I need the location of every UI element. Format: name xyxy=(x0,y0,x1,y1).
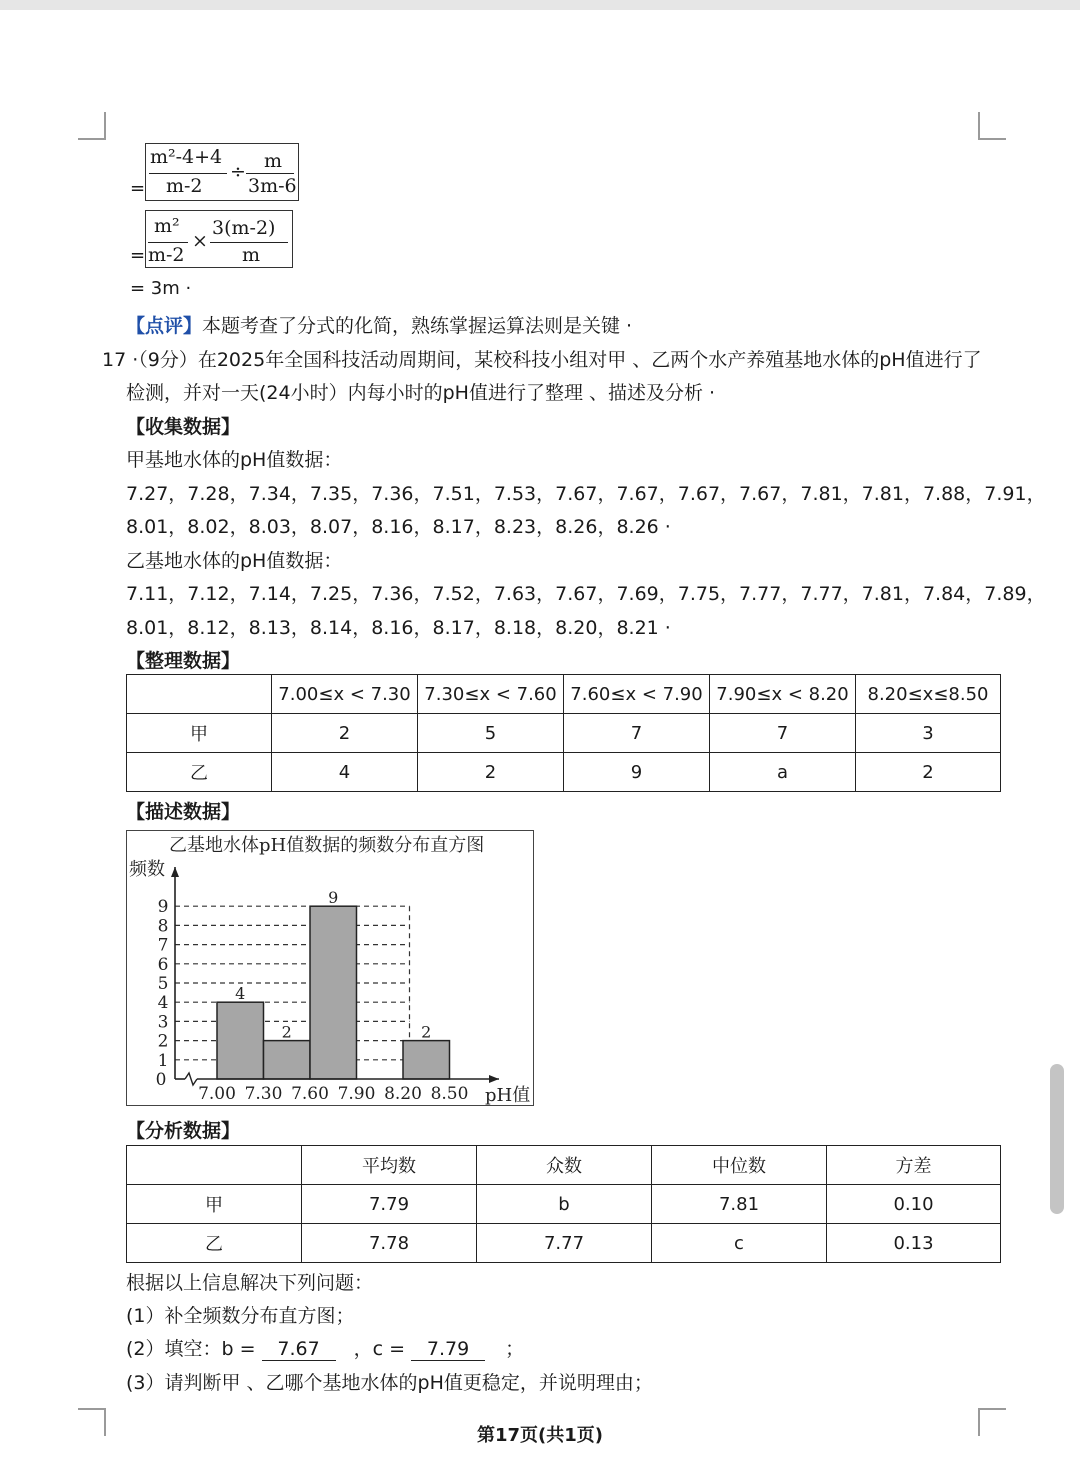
fraction-denominator: m-2 xyxy=(148,244,185,266)
chart-y-axis-label: 频数 xyxy=(129,859,165,880)
yi-data-label: 乙基地水体的pH值数据： xyxy=(126,550,343,572)
fraction-bar xyxy=(148,242,188,243)
crop-mark-top-right xyxy=(978,112,1006,140)
table-cell: c xyxy=(652,1224,827,1263)
jia-data-line-2: 8.01，8.02，8.03，8.07，8.16，8.17，8.23，8.26，8.26 · xyxy=(126,516,671,538)
section-collect-title: 【收集数据】 xyxy=(126,416,241,438)
table-cell: 7.30≤x < 7.60 xyxy=(418,675,564,714)
fraction-box-step2 xyxy=(145,210,293,268)
table-cell: 7 xyxy=(710,714,856,753)
table-cell xyxy=(127,1146,302,1185)
table-cell: 5 xyxy=(418,714,564,753)
histogram-svg xyxy=(127,831,533,1105)
bar-value-label: 2 xyxy=(281,1022,292,1042)
table-row xyxy=(127,1224,1001,1263)
fraction-numerator: m² xyxy=(154,215,180,237)
table-row xyxy=(127,1185,1001,1224)
analysis-table xyxy=(126,1145,1001,1263)
crop-mark-top-left xyxy=(78,112,106,140)
table-cell: 乙 xyxy=(127,753,272,792)
histogram-chart xyxy=(126,830,534,1106)
jia-data-line-1: 7.27，7.28，7.34，7.35，7.36，7.51，7.53，7.67，7.67，7.67，7.67，7.81，7.81，7.88，7.91， xyxy=(126,483,1046,505)
y-tick-label: 8 xyxy=(157,916,169,937)
section-describe-title: 【描述数据】 xyxy=(126,801,241,823)
fraction-bar xyxy=(246,173,294,174)
problem-line-2: 检测，并对一天(24小时）内每小时的pH值进行了整理 、描述及分析 · xyxy=(126,382,716,404)
times-symbol: × xyxy=(192,230,208,252)
table-cell: 2 xyxy=(856,753,1001,792)
table-cell: 7.90≤x < 8.20 xyxy=(710,675,856,714)
answer-c: 7.79 xyxy=(411,1338,485,1361)
table-cell: 平均数 xyxy=(302,1146,477,1185)
scrollbar-thumb[interactable] xyxy=(1050,1064,1064,1214)
question-3: (3）请判断甲 、乙哪个基地水体的pH值更稳定，并说明理由； xyxy=(126,1372,653,1394)
fraction-denominator: m xyxy=(242,244,261,266)
section-organize-title: 【整理数据】 xyxy=(126,650,241,672)
question-2-end: ； xyxy=(505,1338,525,1360)
table-cell: 乙 xyxy=(127,1224,302,1263)
fraction-numerator: 3(m-2) xyxy=(212,217,276,239)
fraction-denominator: 3m-6 xyxy=(248,175,297,197)
yi-data-line-2: 8.01，8.12，8.13，8.14，8.16，8.17，8.18，8.20，8.21 · xyxy=(126,617,671,639)
result-line: = 3m · xyxy=(130,278,192,299)
table-cell: 7.00≤x < 7.30 xyxy=(272,675,418,714)
table-cell: 0.13 xyxy=(827,1224,1001,1263)
y-tick-label: 3 xyxy=(157,1012,169,1033)
table-cell: 7.60≤x < 7.90 xyxy=(564,675,710,714)
top-bar xyxy=(0,0,1080,10)
histogram-bar xyxy=(264,1041,311,1079)
fraction-numerator: m xyxy=(264,150,283,172)
table-cell: b xyxy=(477,1185,652,1224)
table-cell: 9 xyxy=(564,753,710,792)
x-tick-label: 7.60 xyxy=(291,1084,329,1104)
table-cell: 7.77 xyxy=(477,1224,652,1263)
comment-line xyxy=(126,311,632,338)
table-cell: 4 xyxy=(272,753,418,792)
comment-text: 本题考查了分式的化简，熟练掌握运算法则是关键 · xyxy=(202,315,633,337)
equals-sign: = xyxy=(130,178,146,199)
table-cell: 7.81 xyxy=(652,1185,827,1224)
question-2-prefix: (2）填空：b = xyxy=(126,1338,256,1360)
jia-data-label: 甲基地水体的pH值数据： xyxy=(126,449,343,471)
x-tick-label: 7.00 xyxy=(198,1084,236,1104)
table-cell: a xyxy=(710,753,856,792)
table-cell: 7.79 xyxy=(302,1185,477,1224)
equals-sign: = xyxy=(130,245,146,266)
question-2-mid: ，c = xyxy=(353,1338,406,1360)
table-cell: 2 xyxy=(272,714,418,753)
x-axis-arrow xyxy=(489,1075,499,1083)
fraction-numerator: m²-4+4 xyxy=(150,146,223,168)
x-tick-label: 7.30 xyxy=(244,1084,283,1104)
answer-b: 7.67 xyxy=(262,1338,336,1361)
chart-title: 乙基地水体pH值数据的频数分布直方图 xyxy=(169,835,485,856)
table-cell: 众数 xyxy=(477,1146,652,1185)
organize-table xyxy=(126,674,1001,792)
table-cell xyxy=(127,675,272,714)
table-cell: 0.10 xyxy=(827,1185,1001,1224)
fraction-bar xyxy=(210,242,288,243)
y-tick-label: 1 xyxy=(157,1050,169,1071)
problem-line-1: 17 ·（9分）在2025年全国科技活动周期间，某校科技小组对甲 、乙两个水产养殖基地水体的pH值进行了 xyxy=(102,349,982,371)
table-cell: 甲 xyxy=(127,1185,302,1224)
fraction-box-step1 xyxy=(145,143,299,201)
histogram-bar xyxy=(310,906,357,1079)
x-tick-label: 8.20 xyxy=(384,1084,422,1104)
fraction-bar xyxy=(149,173,227,174)
table-cell: 7 xyxy=(564,714,710,753)
y-tick-label: 6 xyxy=(157,954,169,975)
table-header-row xyxy=(127,675,1001,714)
question-1: (1）补全频数分布直方图； xyxy=(126,1305,355,1327)
y-tick-label: 9 xyxy=(157,897,169,918)
table-row xyxy=(127,714,1001,753)
table-header-row xyxy=(127,1146,1001,1185)
table-cell: 2 xyxy=(418,753,564,792)
section-analyze-title: 【分析数据】 xyxy=(126,1120,241,1142)
question-2 xyxy=(126,1334,524,1361)
table-cell: 甲 xyxy=(127,714,272,753)
x-tick-label: 8.50 xyxy=(430,1084,469,1104)
table-cell: 3 xyxy=(856,714,1001,753)
x-tick-label: 7.90 xyxy=(337,1084,376,1104)
y-tick-label: 2 xyxy=(157,1031,169,1052)
fraction-denominator: m-2 xyxy=(166,175,203,197)
page-footer: 第17页(共1页) xyxy=(476,1425,604,1446)
y-tick-label: 5 xyxy=(157,974,169,994)
yi-data-line-1: 7.11，7.12，7.14，7.25，7.36，7.52，7.63，7.67，7.69，7.75，7.77，7.77，7.81，7.84，7.89， xyxy=(126,583,1046,605)
y-tick-label: 0 xyxy=(155,1070,167,1090)
table-cell: 8.20≤x≤8.50 xyxy=(856,675,1001,714)
bar-value-label: 4 xyxy=(235,984,246,1004)
histogram-bar xyxy=(403,1041,450,1079)
axis-break xyxy=(185,1073,197,1085)
histogram-bar xyxy=(217,1002,264,1079)
y-axis-arrow xyxy=(171,867,179,877)
table-row xyxy=(127,753,1001,792)
chart-x-axis-label: pH值 xyxy=(485,1085,531,1106)
divide-symbol: ÷ xyxy=(230,161,246,183)
y-tick-label: 7 xyxy=(157,935,169,956)
y-tick-label: 4 xyxy=(157,993,169,1014)
table-cell: 中位数 xyxy=(652,1146,827,1185)
table-cell: 方差 xyxy=(827,1146,1001,1185)
table-cell: 7.78 xyxy=(302,1224,477,1263)
comment-label: 【点评】 xyxy=(126,315,203,337)
bar-value-label: 9 xyxy=(328,888,339,908)
bar-value-label: 2 xyxy=(421,1022,432,1042)
questions-intro: 根据以上信息解决下列问题： xyxy=(126,1272,374,1294)
